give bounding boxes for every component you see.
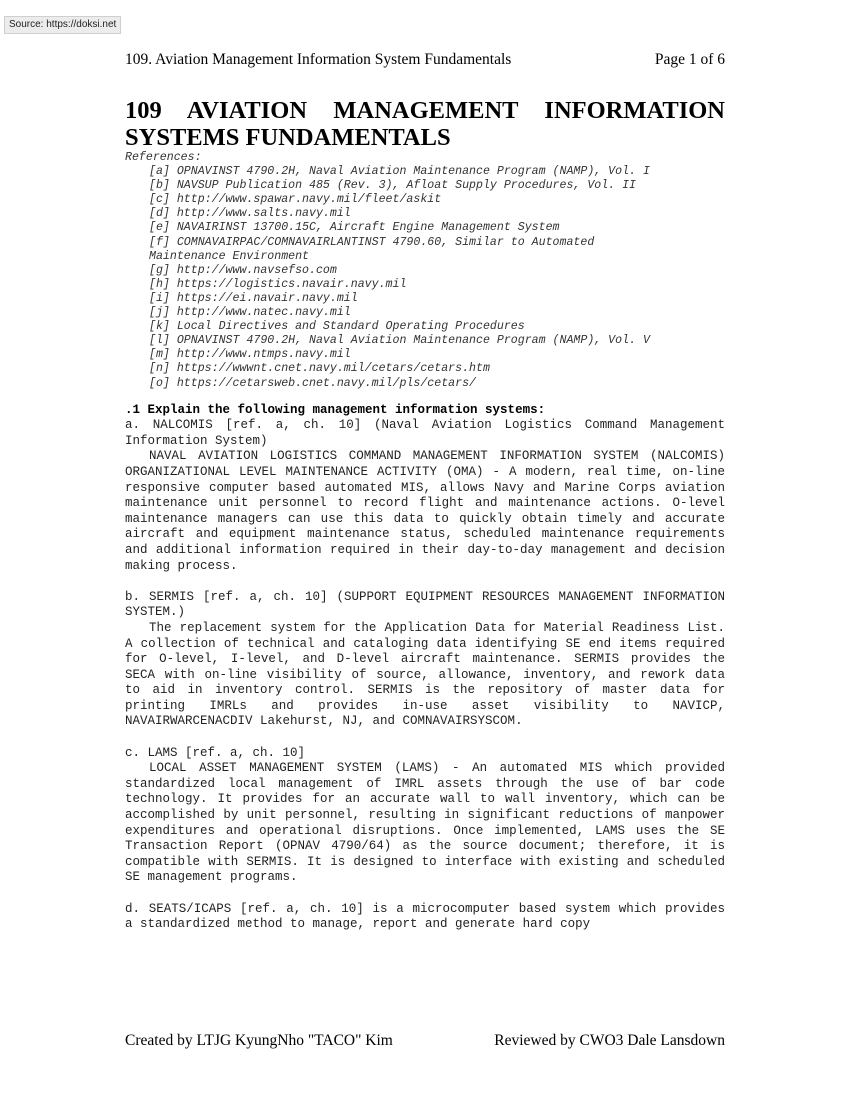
- item-heading: b. SERMIS [ref. a, ch. 10] (SUPPORT EQUIPMENT RESOURCES MANAGEMENT INFORMATION SYSTEM.): [125, 589, 725, 620]
- reference-item: [e] NAVAIRINST 13700.15C, Aircraft Engine Management System: [149, 221, 560, 235]
- reference-item: [o] https://cetarsweb.cnet.navy.mil/pls/cetars/: [149, 376, 476, 390]
- reference-item: [h] https://logistics.navair.navy.mil: [149, 277, 407, 291]
- page-footer: [125, 1031, 725, 1051]
- reference-item: [i] https://ei.navair.navy.mil: [149, 291, 358, 305]
- reference-item-continuation: Maintenance Environment: [149, 249, 310, 263]
- item-heading: d. SEATS/ICAPS [ref. a, ch. 10] is a microcomputer based system which provides a standardized method to manage, report and generate hard copy: [125, 901, 725, 932]
- item-heading: a. NALCOMIS [ref. a, ch. 10] (Naval Aviation Logistics Command Management Information System): [125, 418, 725, 448]
- section-content: [125, 418, 725, 933]
- document-body: [125, 97, 725, 933]
- reference-item: [j] http://www.natec.navy.mil: [149, 306, 351, 320]
- reference-item: [n] https://wwwnt.cnet.navy.mil/cetars/cetars.htm: [149, 362, 490, 376]
- reference-item: [f] COMNAVAIRPAC/COMNAVAIRLANTINST 4790.60, Similar to Automated: [149, 235, 595, 249]
- item-heading: c. LAMS [ref. a, ch. 10]: [125, 745, 306, 760]
- page-header: [125, 50, 725, 70]
- reference-item: [d] http://www.salts.navy.mil: [149, 207, 351, 221]
- references-label: References:: [125, 151, 202, 164]
- reference-item: [c] http://www.spawar.navy.mil/fleet/askit: [149, 193, 442, 207]
- reference-item: [b] NAVSUP Publication 485 (Rev. 3), Afloat Supply Procedures, Vol. II: [149, 179, 637, 193]
- item-body: The replacement system for the Application Data for Material Readiness List. A collection of technical and cataloging data identifying SE end items required for O-level, I-level, and D-level aircraft maintenance. SERMIS provides the SECA with on-line visibility of source, allowance, inventory, and rework data to aid in inventory control. SERMIS is the repository of master data for printing IMRLs and provides in-use asset visibility to NAVICP, NAVAIRWARCENACDIV Lakehurst, NJ, and COMNAVAIRSYSCOM.: [125, 620, 725, 729]
- item-body: LOCAL ASSET MANAGEMENT SYSTEM (LAMS) - An automated MIS which provided standardized local management of IMRL assets through the use of bar code technology. It provides for an accurate wall to wall inventory, which can be accomplished by unit personnel, resulting in significant reductions of manpower expenditures and operational disruptions. Once implemented, LAMS uses the SE Transaction Report (OPNAV 4790/64) as the source document; therefore, it is compatible with SERMIS. It is designed to interface with existing and scheduled SE management programs.: [125, 761, 725, 885]
- footer-reviewed-by: Reviewed by CWO3 Dale Lansdown: [494, 1032, 725, 1049]
- reference-item: [m] http://www.ntmps.navy.mil: [149, 348, 351, 362]
- reference-item: [a] OPNAVINST 4790.2H, Naval Aviation Maintenance Program (NAMP), Vol. I: [149, 165, 650, 179]
- document-title: 109 AVIATION MANAGEMENT INFORMATION SYSTEMS FUNDAMENTALS: [125, 97, 725, 151]
- footer-created-by: Created by LTJG KyungNho "TACO" Kim: [125, 1032, 393, 1049]
- item-body: NAVAL AVIATION LOGISTICS COMMAND MANAGEMENT INFORMATION SYSTEM (NALCOMIS) ORGANIZATIONAL LEVEL MAINTENANCE ACTIVITY (OMA) - A modern, real time, on-line responsive computer based automated MIS, allows Navy and Marine Corps aviation maintenance unit personnel to record flight and maintenance actions. O-level maintenance managers can use this data to quickly obtain timely and accurate aircraft and equipment maintenance status, scheduled maintenance requirements and additional information required in their day-to-day management and decision making process.: [125, 449, 725, 573]
- reference-item: [l] OPNAVINST 4790.2H, Naval Aviation Maintenance Program (NAMP), Vol. V: [149, 334, 650, 348]
- source-label: Source: https://doksi.net: [4, 16, 121, 34]
- page-number: Page 1 of 6: [654, 51, 725, 68]
- reference-item: [g] http://www.navsefso.com: [149, 263, 337, 277]
- reference-item: [k] Local Directives and Standard Operating Procedures: [149, 320, 525, 334]
- section-heading: .1 Explain the following management information systems:: [125, 402, 546, 417]
- header-title: 109. Aviation Management Information System Fundamentals: [125, 51, 512, 68]
- references: [125, 151, 725, 391]
